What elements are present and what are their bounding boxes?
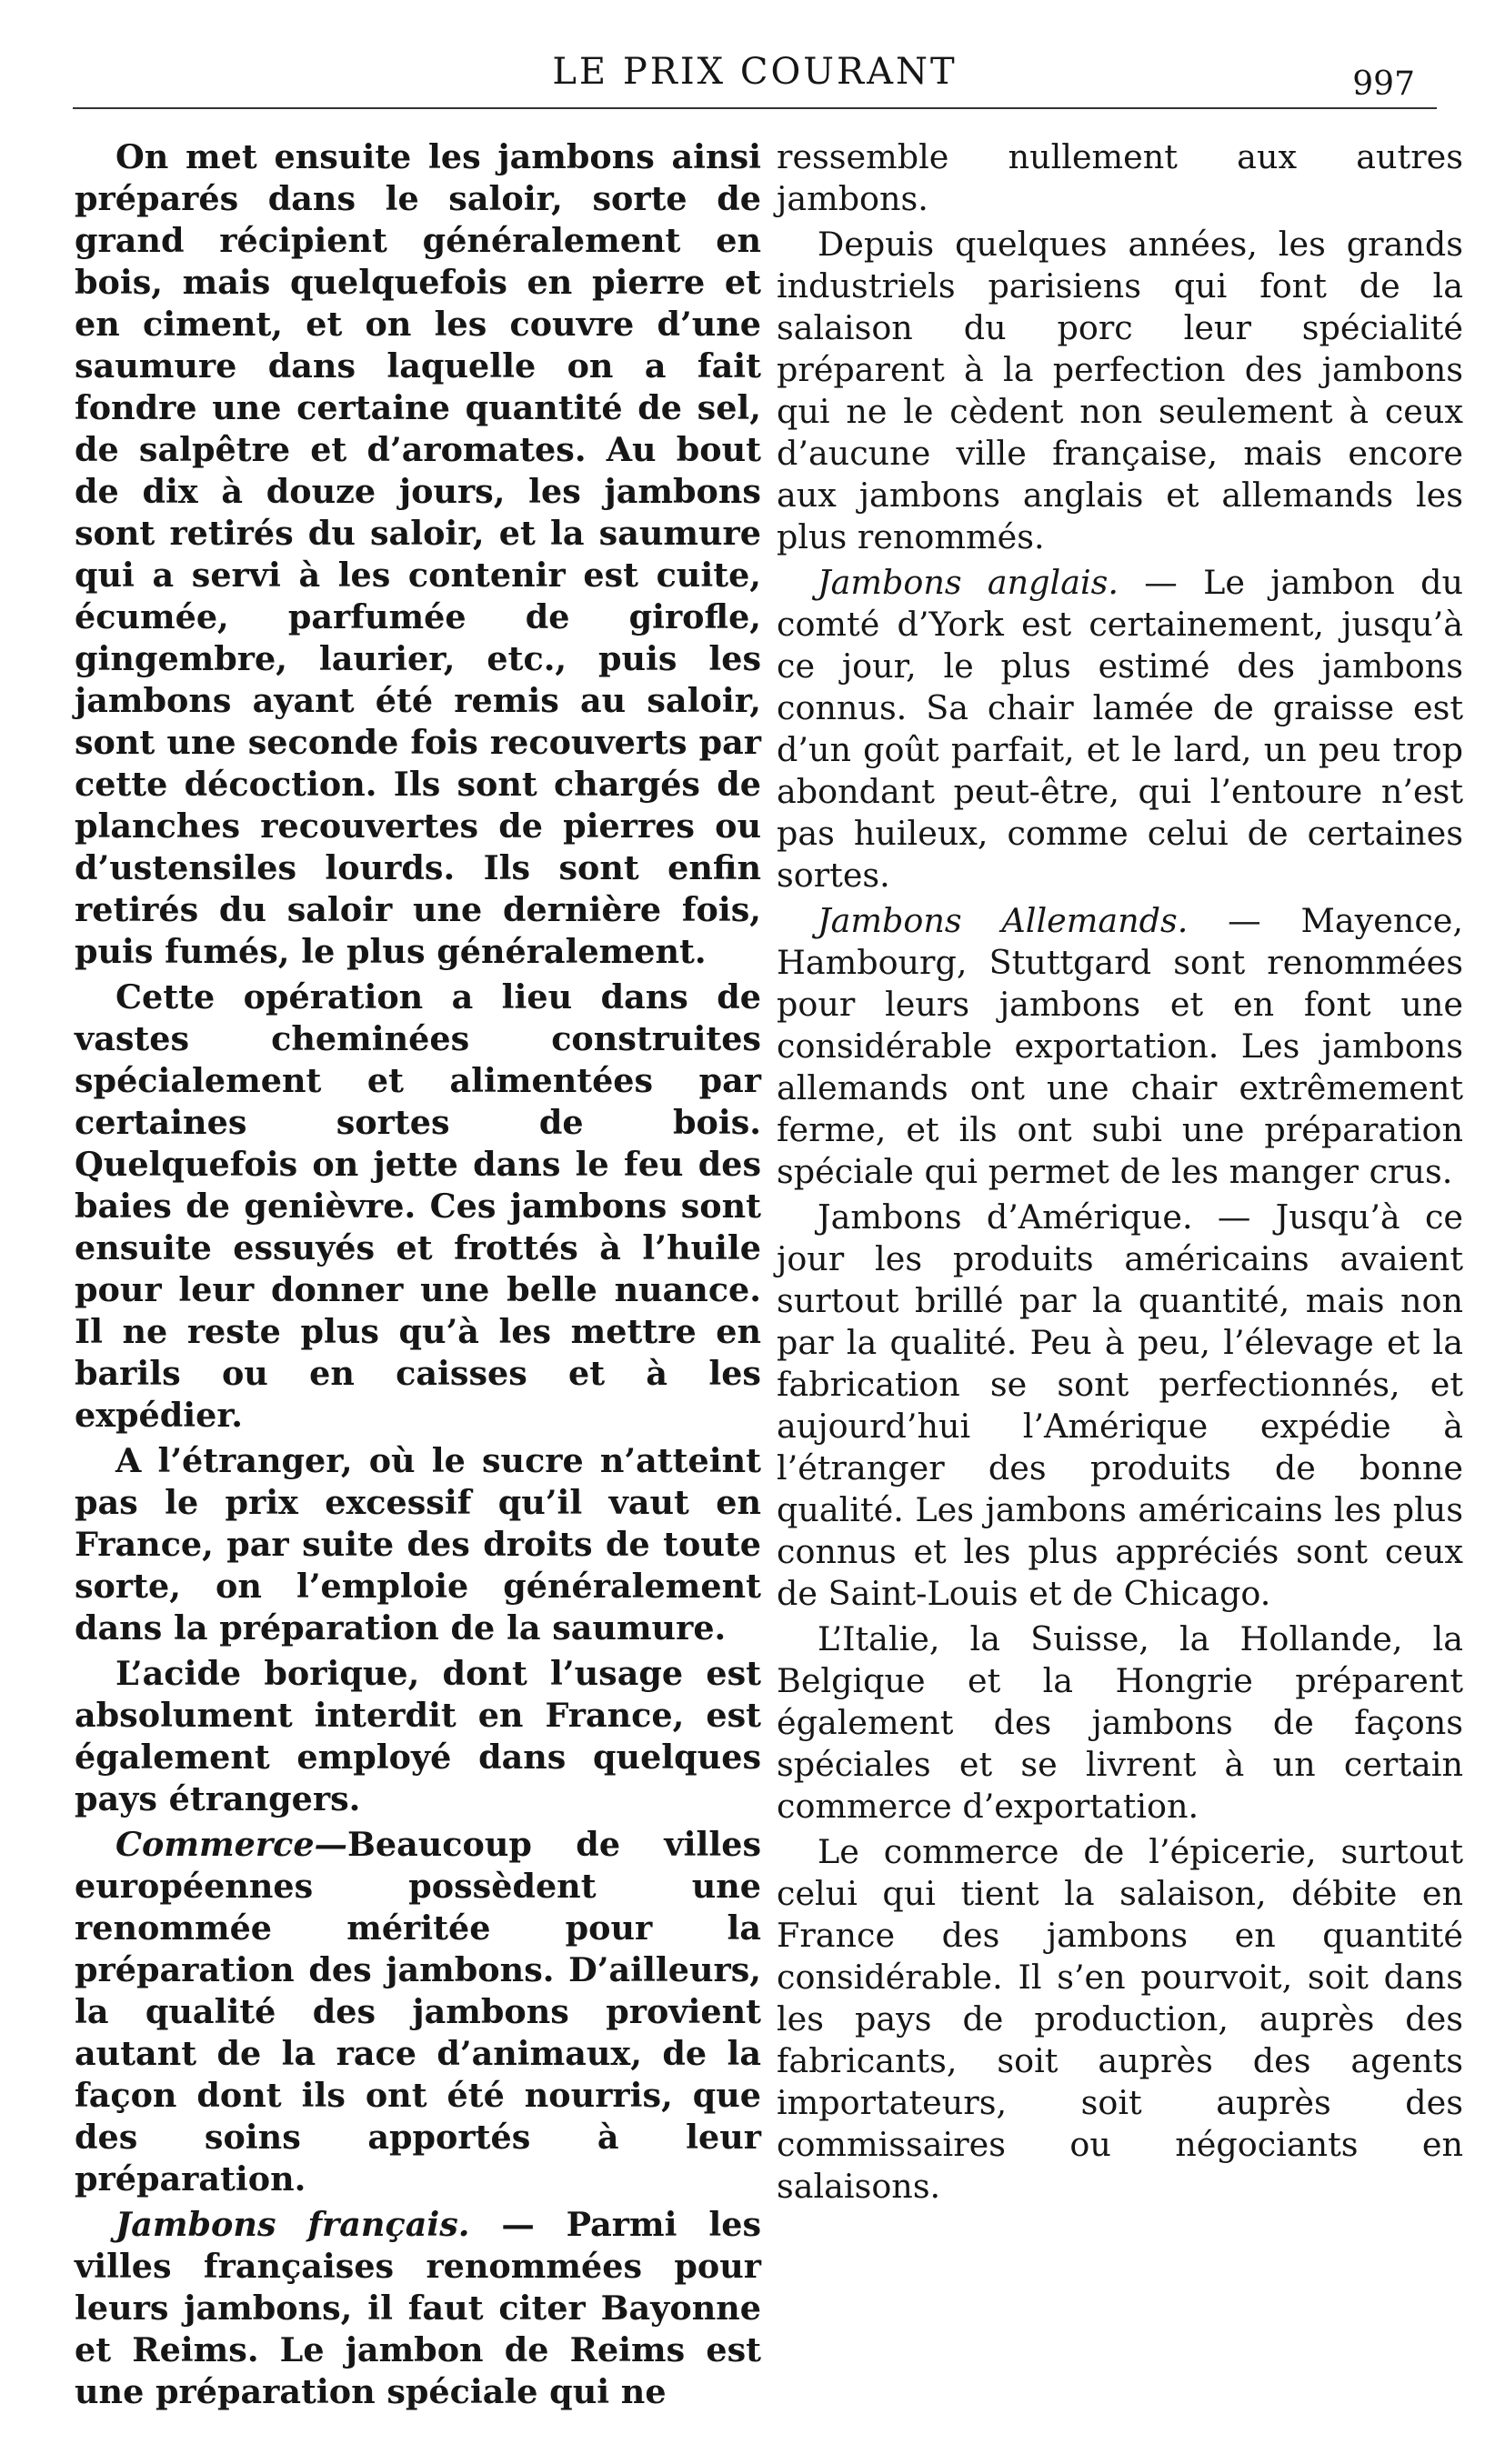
paragraph: ressemble nullement aux autres jambons.	[777, 137, 1463, 218]
paragraph-commerce	[75, 1824, 761, 2200]
paragraph-text: — Le jambon du comté d’York est certainement, jusqu’à ce jour, le plus estimé des jambons connus. Sa chair lamée de graisse est d’un goût parfait, et le lard, un peu trop abondant peut-être, qui l’entoure n’est pas huileux, comme celui de certaines sortes.	[777, 563, 1463, 895]
header-rule	[73, 107, 1437, 109]
paragraph: Jambons d’Amérique. — Jusqu’à ce jour les produits américains avaient surtout brillé par la quantité, mais non par la qualité. Peu à peu, l’élevage et la fabrication se sont perfectionnés, et aujourd’hui l’Amérique expédie à l’étranger des produits de bonne qualité. Les jambons américains les plus connus et les plus appréciés sont ceux de Saint-Louis et de Chicago.	[777, 1197, 1463, 1613]
paragraph: L’Italie, la Suisse, la Hollande, la Belgique et la Hongrie préparent également des jambons de façons spéciales et se livrent à un certain commerce d’exportation.	[777, 1619, 1463, 1826]
paragraph: On met ensuite les jambons ainsi préparés dans le saloir, sorte de grand récipient généralement en bois, mais quelquefois en pierre et en ciment, et on les couvre d’une saumure dans laquelle on a fait fondre une certaine quantité de sel, de salpêtre et d’aromates. Au bout de dix à douze jours, les jambons sont retirés du saloir, et la saumure qui a servi à les contenir est cuite, écumée, parfumée de girofle, gingembre, laurier, etc., puis les jambons ayant été remis au saloir, sont une seconde fois recouverts par cette décoction. Ils sont chargés de planches recouvertes de pierres ou d’ustensiles lourds. Ils sont enfin retirés du saloir une dernière fois, puis fumés, le plus généralement.	[75, 137, 761, 971]
section-label: Jambons français.	[115, 2205, 470, 2244]
paragraph: Cette opération a lieu dans de vastes cheminées construites spécialement et alimentées par certaines sortes de bois. Quelquefois on jette dans le feu des baies de genièvre. Ces jambons sont ensuite essuyés et frottés à l’huile pour leur donner une belle nuance. Il ne reste plus qu’à les mettre en barils ou en caisses et à les expédier.	[75, 977, 761, 1435]
paragraph: A l’étranger, où le sucre n’atteint pas le prix excessif qu’il vaut en France, par suite des droits de toute sorte, on l’emploie généralement dans la préparation de la saumure.	[75, 1441, 761, 1648]
paragraph: Le commerce de l’épicerie, surtout celui qui tient la salaison, débite en France des jambons en quantité considérable. Il s’en pourvoit, soit dans les pays de production, auprès des fabricants, soit auprès des agents importateurs, soit auprès des commissaires ou négociants en salaisons.	[777, 1832, 1463, 2206]
paragraph: Depuis quelques années, les grands industriels parisiens qui font de la salaison du porc leur spécialité préparent à la perfection des jambons qui ne le cèdent non seulement à ceux d’aucune ville française, mais encore aux jambons anglais et allemands les plus renommés.	[777, 225, 1463, 556]
paragraph-text: — Parmi les villes françaises renommées pour leurs jambons, il faut citer Bayonne et Reims. Le jambon de Reims est une préparation spéciale qui ne	[75, 2205, 761, 2411]
section-label: Jambons anglais.	[818, 563, 1119, 602]
paragraph-jambons-francais	[75, 2204, 761, 2413]
paragraph-jambons-anglais	[777, 562, 1463, 896]
paragraph-text: Beaucoup de villes européennes possèdent une renommée méritée pour la préparation des jambons. D’ailleurs, la qualité des jambons provient autant de la race d’animaux, de la façon dont ils ont été nourris, que des soins apportés à leur préparation.	[75, 1825, 761, 2199]
paragraph: L’acide borique, dont l’usage est absolument interdit en France, est également employé dans quelques pays étrangers.	[75, 1654, 761, 1818]
page-number: 997	[1352, 65, 1415, 103]
running-title: LE PRIX COURANT	[552, 51, 958, 93]
right-column	[777, 136, 1463, 2211]
paragraph-jambons-allemands	[777, 900, 1463, 1193]
paragraph-text: — Mayence, Hambourg, Stuttgard sont renommées pour leurs jambons et en font une considérable exportation. Les jambons allemands ont une chair extrêmement ferme, et ils ont subi une préparation spéciale qui permet de les manger crus.	[777, 901, 1463, 1191]
section-label: Jambons Allemands.	[818, 901, 1189, 940]
section-label: Commerce—	[115, 1825, 348, 1864]
page-header	[73, 51, 1437, 105]
left-column	[75, 136, 761, 2417]
